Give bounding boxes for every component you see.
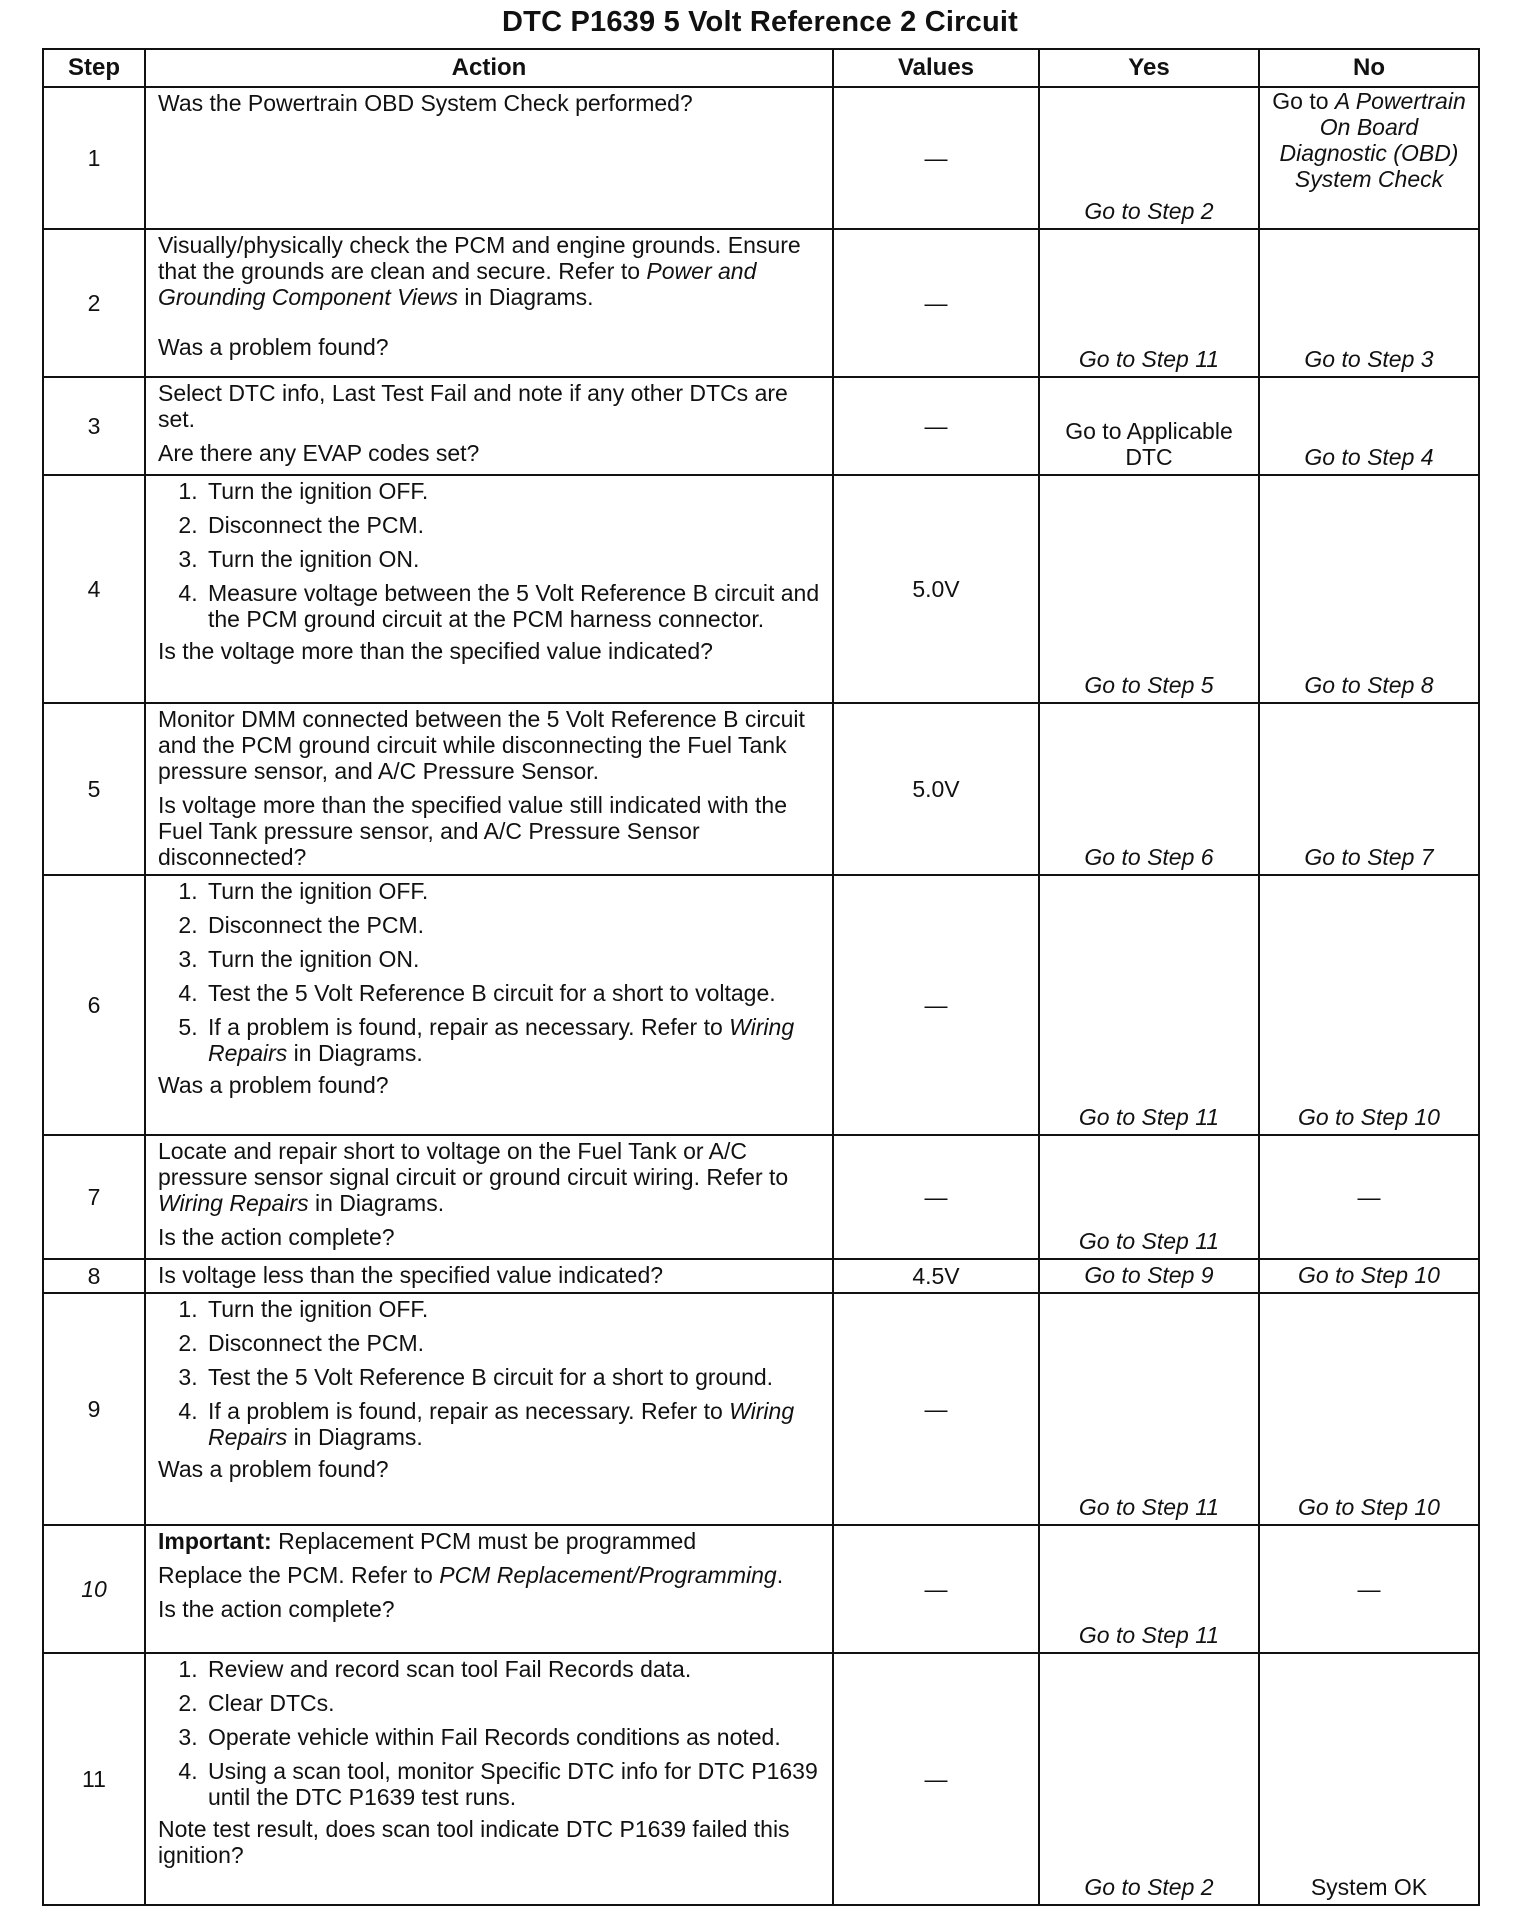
- action-text-suffix: in Diagrams.: [458, 284, 594, 310]
- value-cell: 4.5V: [833, 1259, 1039, 1293]
- value-cell: —: [833, 87, 1039, 229]
- action-text-body: Locate and repair short to voltage on the Fuel Tank or A/C pressure sensor signal circuit or ground circuit wiring. Refer to: [158, 1138, 789, 1190]
- list-item: 3. Turn the ignition ON.: [204, 946, 822, 972]
- list-item: 3. Test the 5 Volt Reference B circuit for a short to ground.: [204, 1364, 822, 1390]
- yes-cell: Go to Step 11: [1039, 875, 1259, 1135]
- header-values: Values: [833, 49, 1039, 87]
- header-action: Action: [145, 49, 833, 87]
- action-cell: [145, 377, 833, 475]
- header-step: Step: [43, 49, 145, 87]
- value-cell: —: [833, 377, 1039, 475]
- step-number: 11: [43, 1653, 145, 1905]
- no-cell: Go to Step 10: [1259, 875, 1479, 1135]
- action-question: Is the voltage more than the specified value indicated?: [158, 638, 713, 664]
- value-cell: —: [833, 1135, 1039, 1259]
- no-cell: Go to Step 4: [1259, 377, 1479, 475]
- action-cell: [145, 1525, 833, 1653]
- table-row: [43, 87, 1479, 229]
- table-row: [43, 703, 1479, 875]
- action-text-body: Replace the PCM. Refer to: [158, 1562, 440, 1588]
- action-cell: [145, 229, 833, 377]
- action-question: Is the action complete?: [158, 1224, 395, 1250]
- list-item: [204, 1398, 822, 1450]
- important-note: [158, 1528, 822, 1554]
- table-row: [43, 1525, 1479, 1653]
- action-question: Is voltage more than the specified value still indicated with the Fuel Tank pressure sensor, and A/C Pressure Sensor disconnected?: [158, 792, 788, 870]
- step-number: 10: [43, 1525, 145, 1653]
- no-cell: Go to Step 7: [1259, 703, 1479, 875]
- step-number: 1: [43, 87, 145, 229]
- list-item: 3. Operate vehicle within Fail Records conditions as noted.: [204, 1724, 822, 1750]
- action-steps-list: [158, 478, 822, 632]
- diagnostic-table: [42, 48, 1480, 1906]
- action-reference: Wiring Repairs: [208, 1398, 795, 1450]
- no-reference: A Powertrain On Board Diagnostic (OBD) System Check: [1279, 88, 1466, 192]
- list-item-suffix: in Diagrams.: [287, 1424, 423, 1450]
- list-item: 3. Turn the ignition ON.: [204, 546, 822, 572]
- action-question: Is the action complete?: [158, 1596, 395, 1622]
- yes-cell: Go to Step 2: [1039, 87, 1259, 229]
- action-cell: [145, 1135, 833, 1259]
- header-yes: Yes: [1039, 49, 1259, 87]
- table-row: [43, 475, 1479, 703]
- yes-cell: Go to Step 9: [1039, 1259, 1259, 1293]
- no-cell: Go to Step 8: [1259, 475, 1479, 703]
- action-question: Are there any EVAP codes set?: [158, 440, 480, 466]
- yes-cell: Go to Step 11: [1039, 1135, 1259, 1259]
- action-text: [158, 232, 822, 310]
- yes-cell: Go to Step 11: [1039, 1293, 1259, 1525]
- action-text-suffix: in Diagrams.: [308, 1190, 445, 1216]
- action-question: Was the Powertrain OBD System Check performed?: [158, 90, 693, 116]
- action-cell: [145, 475, 833, 703]
- step-number: 4: [43, 475, 145, 703]
- list-item-text: If a problem is found, repair as necessary. Refer to: [208, 1398, 730, 1424]
- list-item: 2. Disconnect the PCM.: [204, 912, 822, 938]
- important-label: Important:: [158, 1528, 272, 1554]
- action-text: Select DTC info, Last Test Fail and note if any other DTCs are set.: [158, 380, 788, 432]
- action-steps-list: [158, 1296, 822, 1450]
- table-row: [43, 1293, 1479, 1525]
- step-number: 9: [43, 1293, 145, 1525]
- page-title: DTC P1639 5 Volt Reference 2 Circuit: [502, 6, 1018, 38]
- action-reference: Power and Grounding Component Views: [158, 258, 757, 310]
- list-item: 4. Using a scan tool, monitor Specific DTC info for DTC P1639 until the DTC P1639 test runs.: [204, 1758, 822, 1810]
- action-cell: [145, 875, 833, 1135]
- no-prefix: Go to: [1272, 88, 1335, 114]
- step-number: 6: [43, 875, 145, 1135]
- action-steps-list: [158, 878, 822, 1066]
- no-cell: System OK: [1259, 1653, 1479, 1905]
- list-item: 1. Turn the ignition OFF.: [204, 1296, 822, 1322]
- action-steps-list: [158, 1656, 822, 1810]
- yes-cell: Go to Step 6: [1039, 703, 1259, 875]
- no-cell: —: [1259, 1525, 1479, 1653]
- list-item-text: If a problem is found, repair as necessary. Refer to: [208, 1014, 730, 1040]
- action-text-suffix: .: [776, 1562, 784, 1588]
- list-item: 2. Disconnect the PCM.: [204, 1330, 822, 1356]
- yes-cell: Go to Step 11: [1039, 229, 1259, 377]
- table-row: [43, 229, 1479, 377]
- table-row: [43, 1135, 1479, 1259]
- value-cell: —: [833, 1525, 1039, 1653]
- action-cell: [145, 1293, 833, 1525]
- action-text: [158, 1562, 822, 1588]
- list-item: 4. Test the 5 Volt Reference B circuit for a short to voltage.: [204, 980, 822, 1006]
- list-item: 1. Review and record scan tool Fail Records data.: [204, 1656, 822, 1682]
- list-item: [204, 1014, 822, 1066]
- action-question: Was a problem found?: [158, 1072, 389, 1098]
- yes-cell: Go to Step 11: [1039, 1525, 1259, 1653]
- list-item: 4. Measure voltage between the 5 Volt Reference B circuit and the PCM ground circuit at the PCM harness connector.: [204, 580, 822, 632]
- action-reference: Wiring Repairs: [208, 1014, 795, 1066]
- action-question: Note test result, does scan tool indicate DTC P1639 failed this ignition?: [158, 1816, 790, 1868]
- table-header-row: [43, 49, 1479, 87]
- action-question: Was a problem found?: [158, 334, 389, 360]
- step-number: 3: [43, 377, 145, 475]
- action-text-body: Visually/physically check the PCM and engine grounds. Ensure that the grounds are clean and secure. Refer to: [158, 232, 801, 284]
- step-number: 8: [43, 1259, 145, 1293]
- no-cell: Go to Step 10: [1259, 1293, 1479, 1525]
- value-cell: —: [833, 229, 1039, 377]
- list-item: 2. Disconnect the PCM.: [204, 512, 822, 538]
- yes-cell: Go to Step 5: [1039, 475, 1259, 703]
- table-row: [43, 377, 1479, 475]
- action-cell: [145, 1653, 833, 1905]
- header-no: No: [1259, 49, 1479, 87]
- action-cell: [145, 1259, 833, 1293]
- table-row: [43, 1259, 1479, 1293]
- list-item: 1. Turn the ignition OFF.: [204, 878, 822, 904]
- value-cell: —: [833, 1653, 1039, 1905]
- action-reference: Wiring Repairs: [158, 1190, 309, 1216]
- no-cell: Go to Step 3: [1259, 229, 1479, 377]
- important-text: Replacement PCM must be programmed: [271, 1528, 697, 1554]
- step-number: 7: [43, 1135, 145, 1259]
- list-item: 1. Turn the ignition OFF.: [204, 478, 822, 504]
- table-row: [43, 875, 1479, 1135]
- yes-cell: Go to Step 2: [1039, 1653, 1259, 1905]
- action-reference: PCM Replacement/Programming: [439, 1562, 777, 1588]
- value-cell: 5.0V: [833, 475, 1039, 703]
- step-number: 5: [43, 703, 145, 875]
- action-question: Is voltage less than the specified value indicated?: [158, 1262, 664, 1288]
- list-item: 2. Clear DTCs.: [204, 1690, 822, 1716]
- no-cell: —: [1259, 1135, 1479, 1259]
- no-cell: Go to Step 10: [1259, 1259, 1479, 1293]
- action-cell: [145, 703, 833, 875]
- action-text: [158, 1138, 822, 1216]
- action-text: Monitor DMM connected between the 5 Volt Reference B circuit and the PCM ground circuit while disconnecting the Fuel Tank pressure sensor, and A/C Pressure Sensor.: [158, 706, 805, 784]
- table-row: [43, 1653, 1479, 1905]
- yes-cell: Go to Applicable DTC: [1039, 377, 1259, 475]
- step-number: 2: [43, 229, 145, 377]
- no-cell: [1259, 87, 1479, 229]
- action-question: Was a problem found?: [158, 1456, 389, 1482]
- list-item-suffix: in Diagrams.: [287, 1040, 423, 1066]
- value-cell: 5.0V: [833, 703, 1039, 875]
- action-cell: [145, 87, 833, 229]
- value-cell: —: [833, 1293, 1039, 1525]
- value-cell: —: [833, 875, 1039, 1135]
